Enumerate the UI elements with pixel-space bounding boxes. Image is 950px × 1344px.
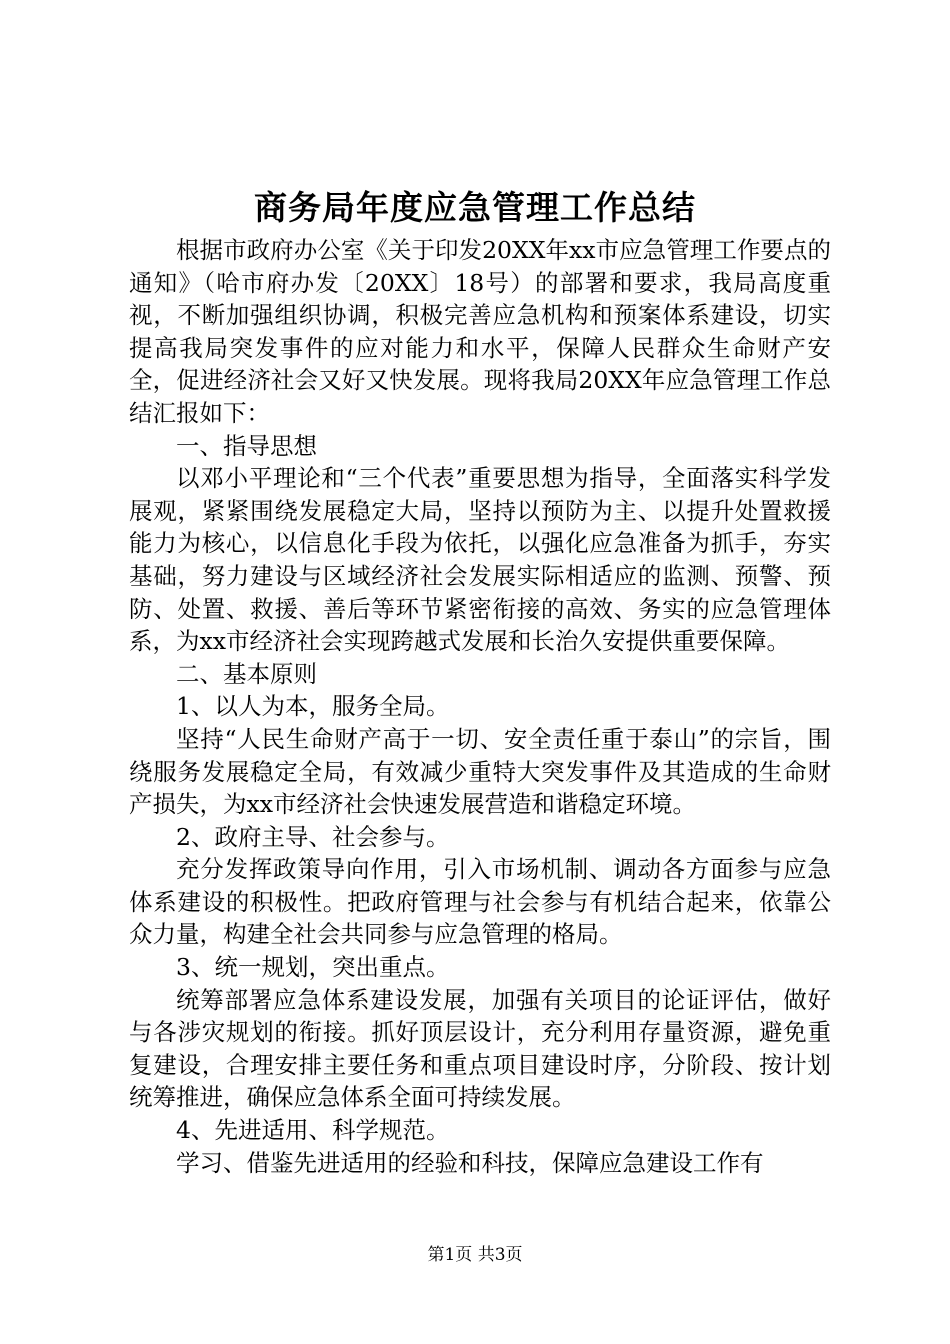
- subheading-principle-1: 1、以人为本，服务全局。: [176, 692, 450, 721]
- document-title: 商务局年度应急管理工作总结: [254, 188, 696, 227]
- subheading-principle-3: 3、统一规划，突出重点。: [176, 953, 450, 982]
- heading-guiding-ideology: 一、指导思想: [176, 431, 317, 460]
- paragraph-guiding-ideology: 以邓小平理论和“三个代表”重要思想为指导，全面落实科学发展观，紧紧围绕发展稳定大局，坚持以预防为主、以提升处置救援能力为核心，以信息化手段为依托，以强化应急准备为抓手，夯实基础，努力建设与区域经济社会发展实际相适应的监测、预警、预防、处置、救援、善后等环节紧密衔接的高效、务实的应急管理体系，为xx市经济社会实现跨越式发展和长治久安提供重要保障。: [129, 464, 831, 656]
- paragraph-principle-1: 坚持“人民生命财产高于一切、安全责任重于泰山”的宗旨，围绕服务发展稳定全局，有效减少重特大突发事件及其造成的生命财产损失，为xx市经济社会快速发展营造和谐稳定环境。: [129, 724, 831, 819]
- paragraph-principle-2: 充分发挥政策导向作用，引入市场机制、调动各方面参与应急体系建设的积极性。把政府管理与社会参与有机结合起来，依靠公众力量，构建全社会共同参与应急管理的格局。: [129, 855, 831, 949]
- paragraph-intro: 根据市政府办公室《关于印发20XX年xx市应急管理工作要点的通知》（哈市府办发〔20XX〕18号）的部署和要求，我局高度重视，不断加强组织协调，积极完善应急机构和预案体系建设，切实提高我局突发事件的应对能力和水平，保障人民群众生命财产安全，促进经济社会又好又快发展。现将我局20XX年应急管理工作总结汇报如下：: [129, 236, 831, 427]
- heading-basic-principles: 二、基本原则: [176, 659, 317, 688]
- paragraph-principle-4: 学习、借鉴先进适用的经验和科技，保障应急建设工作有: [176, 1148, 764, 1177]
- subheading-principle-4: 4、先进适用、科学规范。: [176, 1116, 450, 1145]
- document-body: [129, 234, 831, 1179]
- paragraph-principle-3: 统筹部署应急体系建设发展，加强有关项目的论证评估，做好与各涉灾规划的衔接。抓好顶层设计，充分利用存量资源，避免重复建设，合理安排主要任务和重点项目建设时序，分阶段、按计划统筹推进，确保应急体系全面可持续发展。: [129, 985, 831, 1112]
- subheading-principle-2: 2、政府主导、社会参与。: [176, 822, 450, 851]
- page-footer: 第1页 共3页: [427, 1245, 523, 1265]
